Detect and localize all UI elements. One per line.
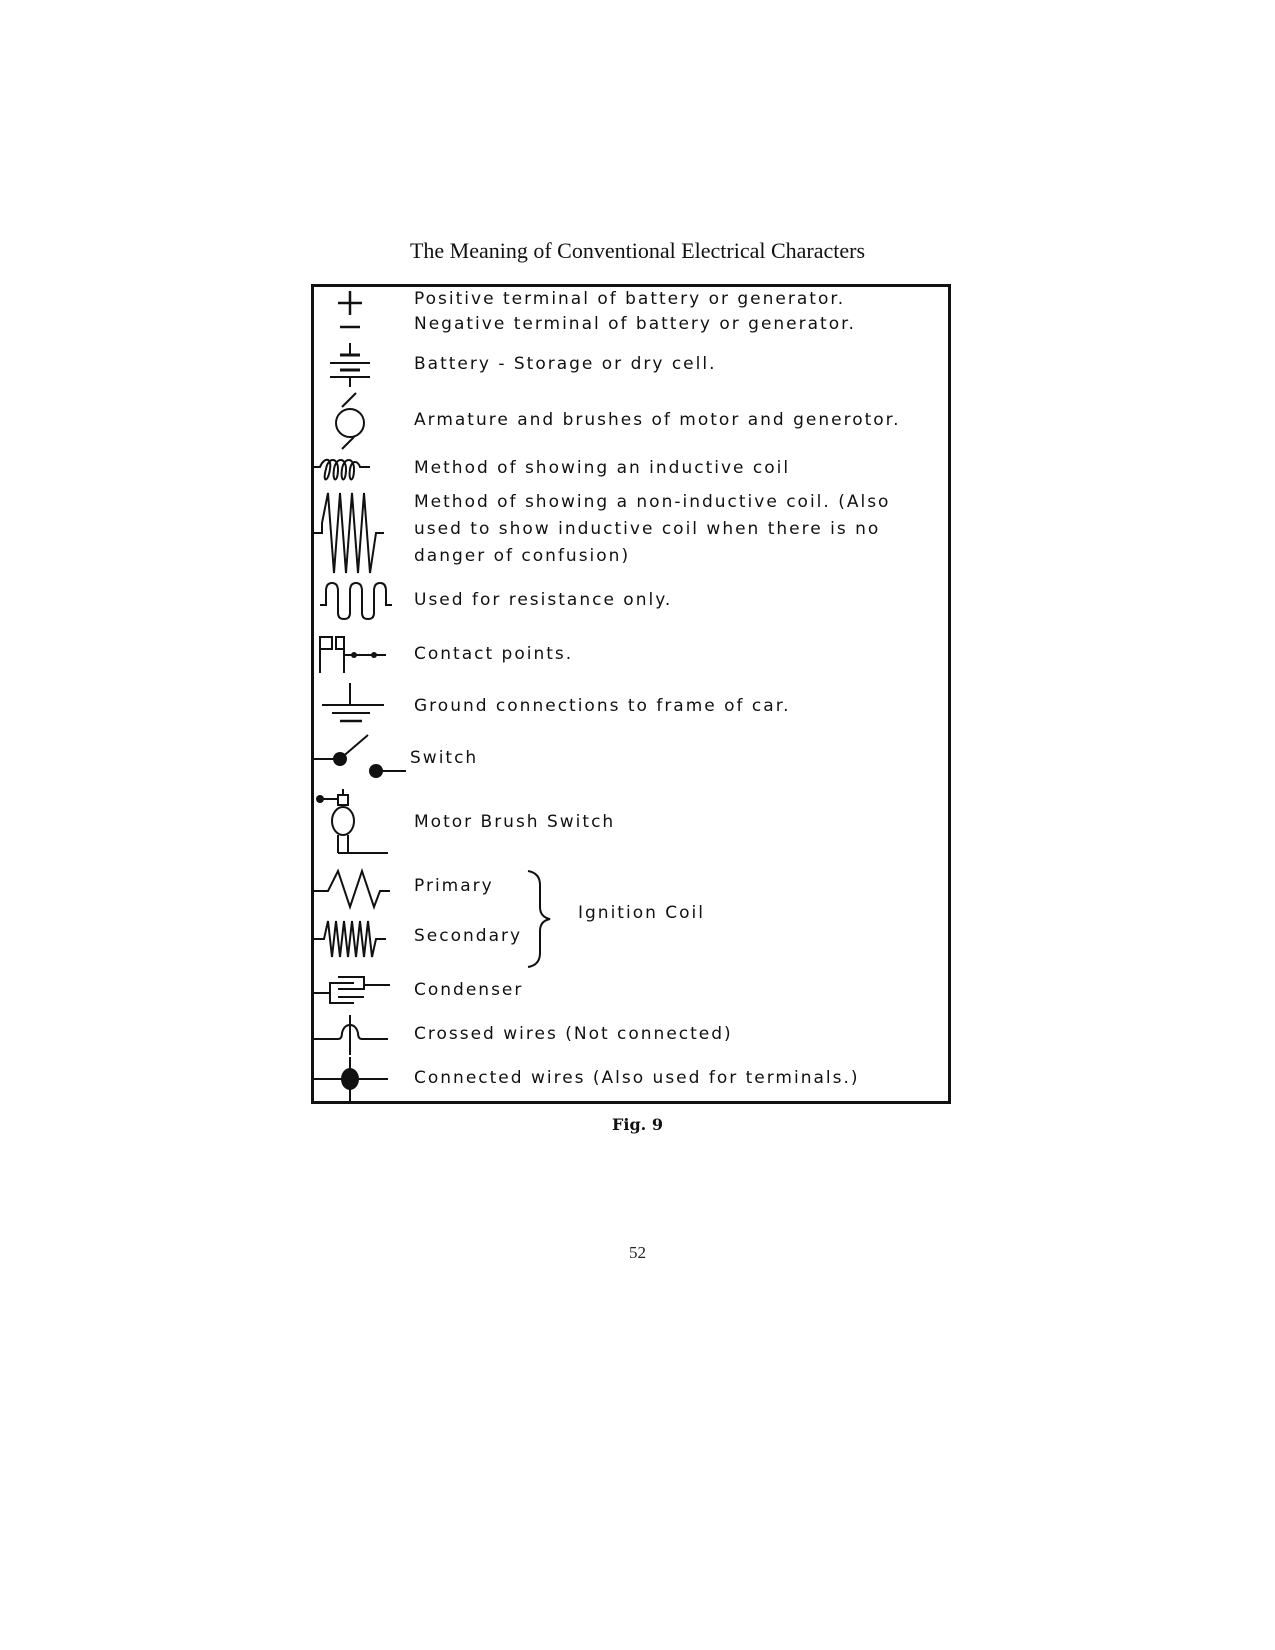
legend-label: Crossed wires (Not connected): [414, 1024, 733, 1044]
crossed-wires-icon: [314, 1015, 406, 1055]
secondary-coil-icon: [314, 917, 406, 961]
legend-label: Secondary: [414, 926, 523, 946]
legend-label: Used for resistance only.: [414, 590, 673, 610]
legend-label: Primary: [414, 876, 494, 896]
armature-icon: [314, 391, 406, 451]
inductive-coil-icon: [314, 455, 406, 489]
ground-icon: [314, 683, 406, 727]
symbol-legend-table: [311, 284, 951, 1104]
legend-label: Condenser: [414, 980, 524, 1000]
legend-label: Armature and brushes of motor and generotor.: [414, 410, 901, 430]
page-number: 52: [629, 1243, 646, 1262]
legend-label: Contact points.: [414, 644, 574, 664]
figure-caption: Fig. 9: [612, 1115, 663, 1134]
ignition-coil-label: Ignition Coil: [578, 903, 705, 923]
legend-label: Positive terminal of battery or generator.: [414, 289, 846, 309]
legend-label: Negative terminal of battery or generator.: [414, 314, 856, 334]
legend-label: Motor Brush Switch: [414, 812, 616, 832]
page-title: The Meaning of Conventional Electrical Characters: [409, 238, 866, 263]
non-inductive-coil-icon: [314, 493, 406, 577]
brace-icon: [524, 869, 554, 969]
legend-label: Method of showing an inductive coil: [414, 458, 791, 478]
resistance-icon: [314, 583, 406, 621]
primary-coil-icon: [314, 869, 406, 909]
plus-icon: [314, 289, 406, 317]
legend-label: Battery - Storage or dry cell.: [414, 354, 717, 374]
legend-label: Method of showing a non-inductive coil. (Also used to show inductive coil when there is no danger of confusion): [414, 492, 891, 566]
legend-label: Ground connections to frame of car.: [414, 696, 791, 716]
battery-icon: [314, 343, 406, 387]
motor-brush-switch-icon: [314, 789, 406, 861]
connected-wires-icon: [314, 1057, 406, 1101]
contact-points-icon: [314, 635, 406, 675]
minus-icon: [314, 317, 406, 337]
legend-label: Connected wires (Also used for terminals.): [414, 1068, 860, 1088]
switch-icon: [314, 733, 406, 785]
legend-label: Switch: [410, 748, 479, 768]
condenser-icon: [314, 975, 406, 1007]
